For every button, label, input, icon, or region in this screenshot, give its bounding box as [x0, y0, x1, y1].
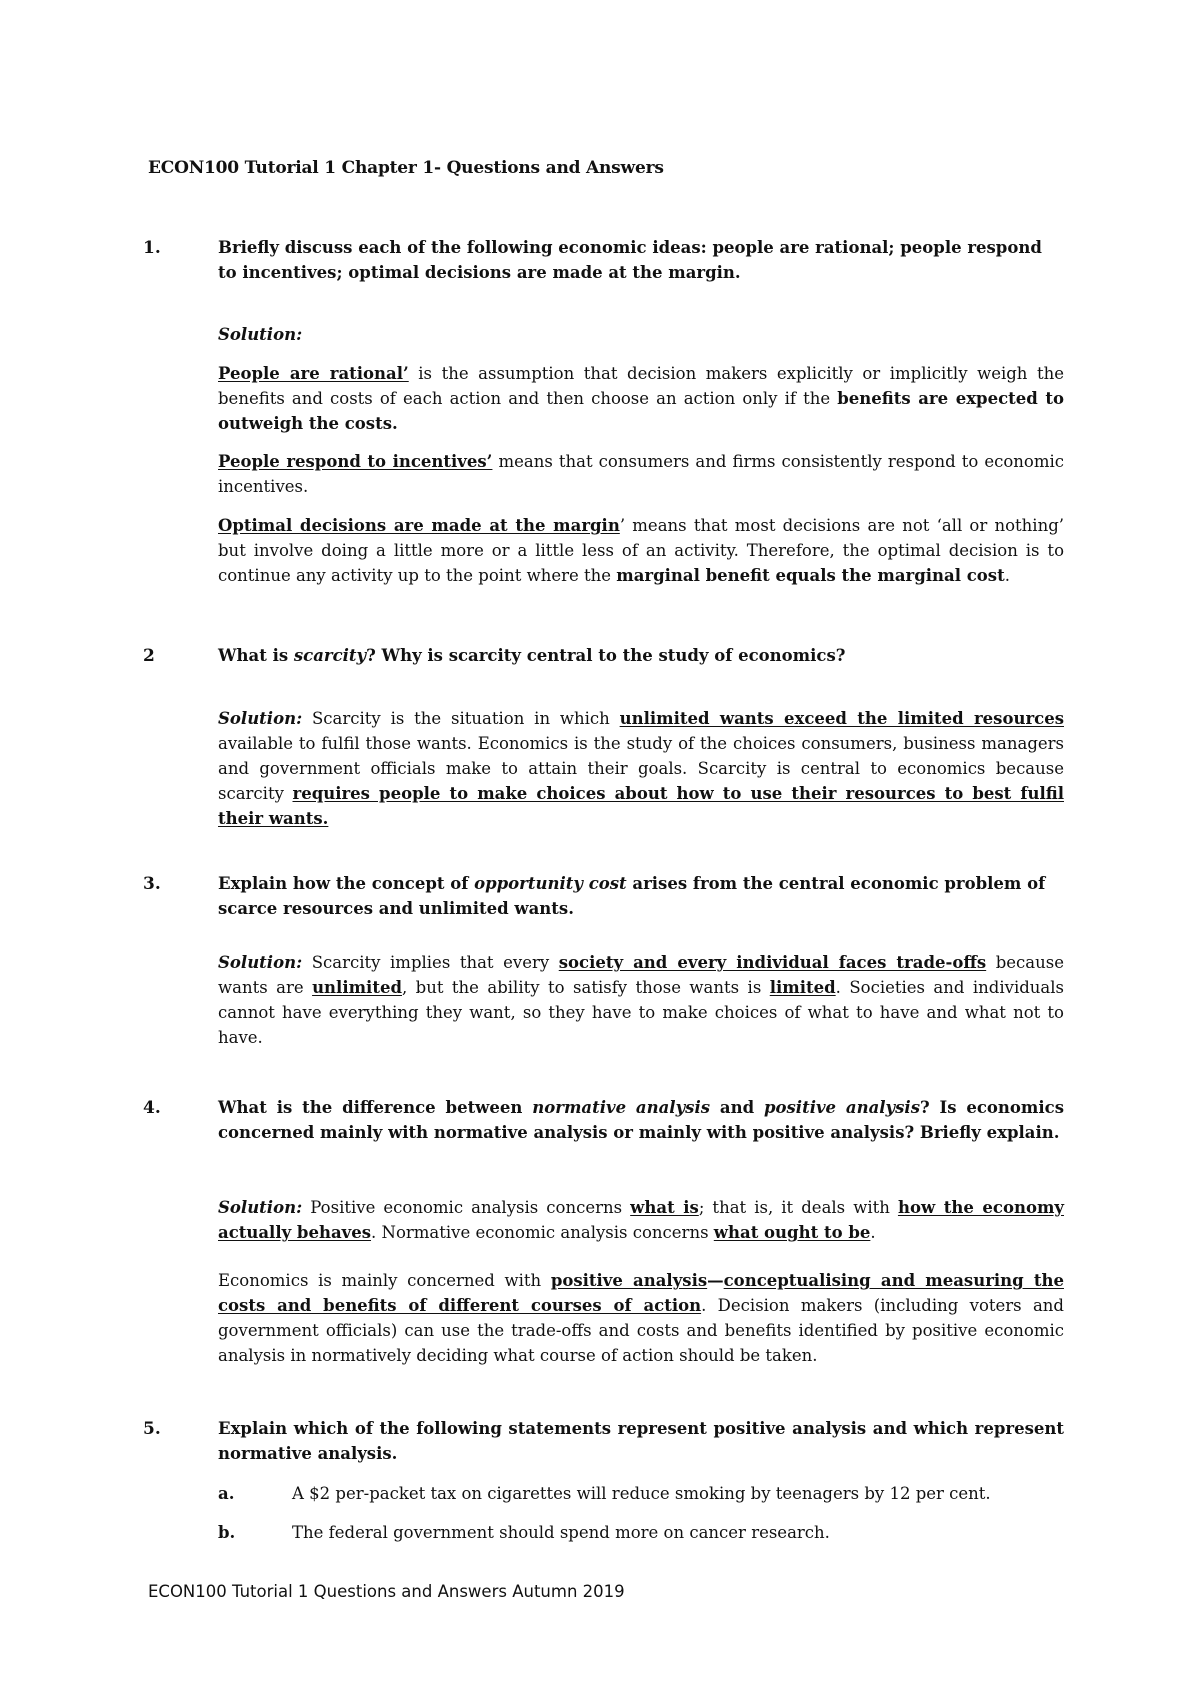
italic-term: opportunity cost [474, 874, 627, 893]
emphasis-text: unlimited wants exceed the limited resources [619, 709, 1064, 728]
italic-term: positive analysis [763, 1098, 920, 1117]
emphasis-text: society and every individual faces trade-offs [558, 953, 987, 972]
answer-text: . Normative economic analysis concerns [371, 1223, 714, 1242]
document-title: ECON100 Tutorial 1 Chapter 1- Questions and Answers [148, 158, 664, 178]
answer-text: is the assumption that decision makers explicitly or implicitly weigh the benefits and costs of each action and then choose an action only if the [218, 364, 1064, 408]
question-2-answer [218, 706, 1064, 831]
answer-text: Economics is mainly concerned with [218, 1271, 551, 1290]
question-1-answer-incentives [218, 449, 1064, 499]
answer-text: ; that is, it deals with [698, 1198, 898, 1217]
answer-text: Positive economic analysis concerns [302, 1198, 631, 1217]
question-4-answer [218, 1195, 1064, 1245]
question-text: What is the difference between [218, 1098, 533, 1117]
question-2-text [218, 643, 1064, 668]
emphasis-text: positive analysis [550, 1271, 708, 1290]
solution-label: Solution: [218, 953, 303, 972]
em-dash: — [707, 1271, 724, 1290]
question-1-answer-rational [218, 361, 1064, 436]
italic-term: normative analysis [532, 1098, 711, 1117]
question-text: ? Is economics concerned mainly with normative analysis or mainly with positive analysis? Briefly explain. [218, 1098, 1064, 1142]
answer-text: , but the ability to satisfy those wants is [401, 978, 770, 997]
question-text: What is [218, 646, 294, 665]
question-text: ? Why is scarcity central to the study of economics? [366, 646, 846, 665]
emphasis-text: how the economy actually behaves [218, 1198, 1064, 1242]
italic-term: scarcity [293, 646, 367, 665]
question-3-number: 3. [143, 874, 161, 894]
question-5-number: 5. [143, 1419, 161, 1439]
answer-text: . Decision makers (including voters and government officials) can use the trade-offs and costs and benefits identified by positive economic analysis in normatively deciding what course of action should be taken. [218, 1296, 1064, 1365]
answer-text: because wants are [218, 953, 1064, 997]
emphasis-text: benefits are expected to outweigh the costs. [218, 389, 1064, 433]
question-5-text: Explain which of the following statements represent positive analysis and which represent normative analysis. [218, 1419, 1064, 1463]
emphasis-text: what is [630, 1198, 699, 1217]
answer-text: . [870, 1223, 876, 1242]
solution-label: Solution: [218, 709, 303, 728]
term-optimal-decisions: Optimal decisions are made at the margin [218, 516, 620, 535]
item-b-text: The federal government should spend more on cancer research. [292, 1523, 830, 1542]
item-b-label: b. [218, 1523, 236, 1542]
answer-text: means that consumers and firms consistently respond to economic incentives. [218, 452, 1064, 496]
item-a-label: a. [218, 1484, 235, 1503]
question-3-text [218, 871, 1064, 921]
answer-text: available to fulfil those wants. Economics is the study of the choices consumers, business managers and government officials make to attain their goals. Scarcity is central to economics because scarcity [218, 734, 1064, 803]
question-4-number: 4. [143, 1098, 161, 1118]
emphasis-text: requires people to make choices about how to use their resources to best fulfil their wants. [218, 784, 1064, 828]
emphasis-text: unlimited [312, 978, 402, 997]
answer-text: ’ means that most decisions are not ‘all or nothing’ but involve doing a little more or a little less of an activity. Therefore, the optimal decision is to continue any activity up to the point where the [218, 516, 1064, 585]
question-4-answer-2 [218, 1268, 1064, 1368]
question-text: and [710, 1098, 764, 1117]
answer-text: . Societies and individuals cannot have everything they want, so they have to make choices of what to have and what not to have. [218, 978, 1065, 1047]
page-footer: ECON100 Tutorial 1 Questions and Answers Autumn 2019 [148, 1582, 625, 1601]
emphasis-text: marginal benefit equals the marginal cost [616, 566, 1005, 585]
question-1-text: Briefly discuss each of the following economic ideas: people are rational; people respond to incentives; optimal decisions are made at the margin. [218, 238, 1042, 282]
question-text: arises from the central economic problem of scarce resources and unlimited wants. [218, 874, 1046, 918]
emphasis-text: conceptualising and measuring the costs and benefits of different courses of action [218, 1271, 1064, 1315]
answer-text: . [1004, 566, 1010, 585]
question-3-answer [218, 950, 1064, 1050]
emphasis-text: what ought to be [713, 1223, 871, 1242]
answer-text: Scarcity implies that every [302, 953, 559, 972]
term-people-respond-to-incentives: People respond to incentives’ [218, 452, 493, 471]
term-people-are-rational: People are rational’ [218, 364, 409, 383]
question-2-number: 2 [143, 646, 155, 666]
item-a-text: A $2 per-packet tax on cigarettes will reduce smoking by teenagers by 12 per cent. [292, 1484, 991, 1503]
question-1-number: 1. [143, 238, 161, 258]
answer-text: Scarcity is the situation in which [302, 709, 620, 728]
question-1-answer-margin [218, 513, 1064, 588]
question-1-solution-label: Solution: [218, 325, 303, 344]
solution-label: Solution: [218, 1198, 303, 1217]
question-text: Explain how the concept of [218, 874, 475, 893]
emphasis-text: limited [769, 978, 836, 997]
question-4-text [218, 1095, 1064, 1145]
